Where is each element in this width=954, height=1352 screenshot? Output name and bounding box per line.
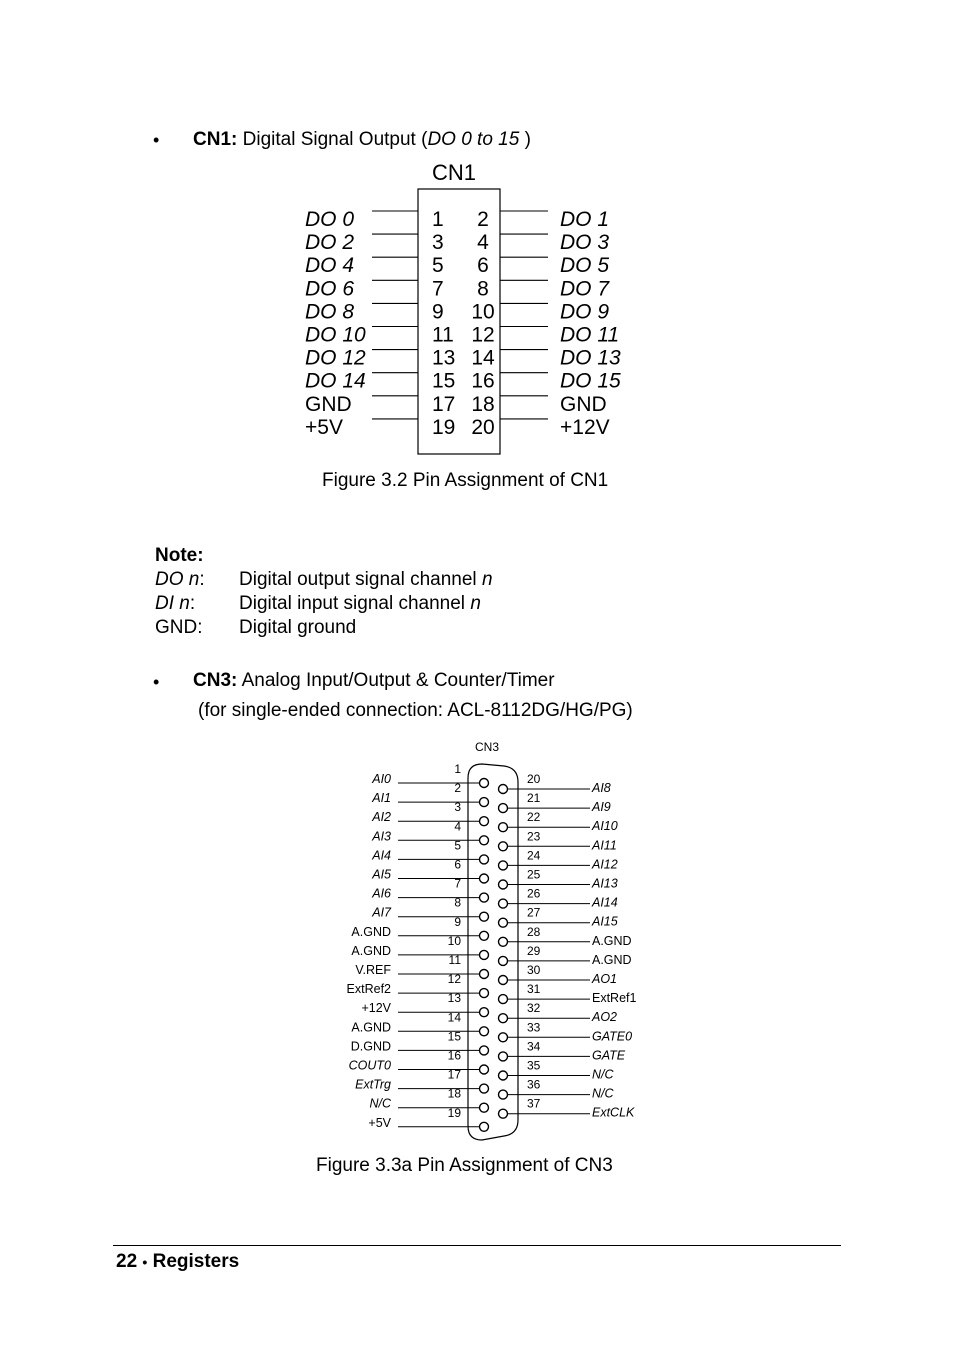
cn3-left-pin [480, 1008, 489, 1017]
cn3-left-pin-number: 7 [454, 876, 461, 891]
cn3-left-label: V.REF [355, 963, 391, 977]
cn1-odd-pin-number: 1 [432, 208, 444, 231]
cn1-left-label: DO 4 [305, 254, 355, 278]
cn3-heading-label: CN3: [193, 670, 238, 691]
cn1-heading-label: CN1: [193, 129, 238, 150]
cn1-right-label: GND [560, 392, 607, 416]
cn3-right-pin-number: 28 [527, 924, 541, 939]
cn3-right-pin [499, 1014, 508, 1023]
cn3-left-label: AI4 [372, 848, 391, 863]
cn3-left-label: AI0 [372, 772, 391, 786]
cn3-right-label: AI10 [592, 819, 618, 834]
cn1-left-label: DO 10 [305, 323, 366, 347]
cn3-right-label: AI9 [592, 800, 611, 815]
cn3-right-pin [499, 956, 508, 965]
cn3-right-pin-number: 37 [527, 1096, 541, 1111]
cn3-right-pin [499, 899, 508, 908]
cn3-left-pin-number: 14 [447, 1010, 461, 1025]
cn1-right-label: DO 1 [560, 208, 610, 231]
cn3-left-label: N/C [369, 1096, 391, 1111]
note-description: Digital ground [239, 617, 357, 638]
cn3-right-pin [499, 1033, 508, 1042]
cn3-left-pin [480, 1103, 489, 1112]
cn3-right-label: AI11 [592, 838, 617, 853]
cn3-diagram [0, 730, 954, 1150]
cn1-right-label: DO 3 [560, 231, 610, 255]
cn3-left-pin-number: 17 [447, 1067, 461, 1082]
cn3-right-label: ExtCLK [592, 1105, 635, 1120]
footer-section: Registers [152, 1251, 240, 1272]
cn1-even-pin-number: 14 [471, 346, 495, 370]
cn3-left-pin [480, 1027, 489, 1036]
cn3-left-label: COUT0 [348, 1058, 391, 1073]
cn3-right-pin [499, 1090, 508, 1099]
cn3-right-pin [499, 976, 508, 985]
cn3-left-pin [480, 950, 489, 959]
note-description: Digital output signal channel n [239, 569, 493, 590]
cn3-right-label: N/C [592, 1067, 614, 1082]
cn1-odd-pin-number: 17 [432, 392, 456, 416]
cn3-left-pin-number: 12 [447, 972, 461, 987]
cn1-left-label: DO 0 [305, 208, 355, 231]
cn3-left-pin-number: 15 [447, 1029, 461, 1044]
cn1-odd-pin-number: 5 [432, 254, 444, 278]
note-term: DO n: [155, 569, 205, 590]
cn3-heading-text: Analog Input/Output & Counter/Timer [237, 670, 555, 691]
cn3-left-pin-number: 10 [447, 933, 461, 948]
cn3-left-label: +12V [361, 1001, 391, 1016]
cn3-right-label: AI12 [592, 857, 618, 872]
note-description: Digital input signal channel n [239, 593, 481, 614]
cn3-left-pin [480, 855, 489, 864]
cn3-subheading: (for single-ended connection: ACL-8112DG/HG/PG) [198, 700, 633, 721]
cn3-right-pin [499, 861, 508, 870]
cn3-left-pin-number: 13 [447, 991, 461, 1006]
cn1-left-label: GND [305, 392, 352, 416]
cn3-right-label: N/C [592, 1086, 614, 1101]
cn3-right-label: AO2 [592, 1010, 618, 1025]
cn3-left-label: A.GND [351, 924, 391, 939]
cn3-bullet: • [153, 672, 160, 692]
cn3-left-pin-number: 8 [454, 895, 461, 910]
note-term: DI n: [155, 593, 196, 614]
cn3-left-pin-number: 6 [454, 857, 461, 872]
cn1-left-label: DO 2 [305, 231, 355, 255]
cn1-odd-pin-number: 19 [432, 415, 456, 439]
cn1-even-pin-number: 8 [477, 277, 489, 301]
cn3-right-pin [499, 1052, 508, 1061]
cn3-left-pin-number: 16 [447, 1048, 461, 1063]
cn1-left-label: DO 14 [305, 369, 366, 393]
cn3-left-pin [480, 779, 489, 788]
cn3-right-pin-number: 22 [527, 810, 541, 825]
cn3-right-pin-number: 21 [527, 791, 541, 806]
cn3-right-label: A.GND [592, 952, 632, 967]
cn3-left-pin [480, 1046, 489, 1055]
cn1-odd-pin-number: 15 [432, 369, 456, 393]
cn3-left-pin [480, 874, 489, 883]
cn3-right-pin [499, 880, 508, 889]
cn3-right-pin-number: 20 [527, 772, 541, 786]
cn3-title: CN3 [475, 740, 500, 754]
cn1-even-pin-number: 6 [477, 254, 489, 278]
cn1-right-label: DO 15 [560, 369, 621, 393]
cn1-odd-pin-number: 7 [432, 277, 444, 301]
cn3-right-pin-number: 34 [527, 1039, 541, 1054]
cn1-odd-pin-number: 9 [432, 300, 444, 324]
cn3-left-pin [480, 893, 489, 902]
cn3-left-pin [480, 931, 489, 940]
cn1-right-label: DO 7 [560, 277, 610, 301]
cn1-even-pin-number: 12 [471, 323, 495, 347]
cn3-left-pin-number: 1 [454, 762, 461, 776]
cn3-heading [193, 670, 555, 692]
cn3-right-pin [499, 823, 508, 832]
cn3-pin-rows [347, 762, 637, 1131]
cn1-heading-range: DO 0 to 15 [427, 129, 520, 150]
cn3-left-pin [480, 970, 489, 979]
cn3-left-pin [480, 798, 489, 807]
cn3-right-pin [499, 918, 508, 927]
cn1-even-pin-number: 20 [471, 415, 495, 439]
cn3-right-label: ExtRef1 [592, 991, 637, 1006]
cn3-right-label: GATE0 [592, 1029, 633, 1044]
cn3-left-label: AI6 [372, 886, 391, 901]
cn3-right-label: AI13 [592, 876, 618, 891]
cn3-left-pin [480, 912, 489, 921]
footer-bullet: • [142, 1254, 148, 1270]
cn3-left-pin-number: 4 [454, 819, 461, 834]
cn3-left-pin [480, 1122, 489, 1131]
cn3-right-label: A.GND [592, 933, 632, 948]
cn3-left-pin-number: 3 [454, 800, 461, 815]
cn3-left-label: AI5 [372, 867, 391, 882]
cn1-even-pin-number: 4 [477, 231, 489, 255]
cn1-left-label: DO 12 [305, 346, 366, 370]
cn1-even-pin-number: 10 [471, 300, 495, 324]
cn1-odd-pin-number: 11 [432, 323, 454, 347]
cn3-left-pin-number: 2 [454, 781, 461, 796]
cn1-even-pin-number: 18 [471, 392, 495, 416]
cn3-left-pin-number: 9 [454, 914, 461, 929]
cn3-right-pin-number: 30 [527, 963, 541, 977]
cn1-even-pin-number: 16 [471, 369, 495, 393]
cn1-right-label: DO 11 [560, 323, 620, 347]
cn3-left-label: D.GND [350, 1039, 391, 1054]
cn3-left-pin [480, 1084, 489, 1093]
cn3-right-pin [499, 995, 508, 1004]
cn3-left-pin [480, 817, 489, 826]
cn3-left-label: AI1 [372, 791, 391, 806]
cn3-right-pin-number: 29 [527, 943, 541, 958]
figure-3-3a-caption: Figure 3.3a Pin Assignment of CN3 [316, 1155, 613, 1176]
cn3-left-pin-number: 18 [447, 1086, 461, 1101]
cn3-left-pin [480, 836, 489, 845]
cn3-right-pin-number: 27 [527, 905, 541, 920]
cn3-right-pin-number: 33 [527, 1020, 541, 1035]
cn3-left-label: ExtTrg [355, 1077, 391, 1092]
cn1-right-label: +12V [560, 415, 610, 439]
cn3-right-label: AI15 [592, 914, 618, 929]
cn3-left-label: AI2 [372, 810, 391, 825]
cn3-right-pin-number: 24 [527, 848, 541, 863]
cn3-left-label: +5V [368, 1115, 391, 1130]
cn3-right-pin-number: 36 [527, 1077, 541, 1092]
cn3-right-label: AI8 [592, 781, 611, 795]
cn1-pin-rows [305, 208, 621, 439]
note-title: Note: [155, 545, 204, 566]
cn1-left-label: DO 6 [305, 277, 355, 301]
cn3-left-pin-number: 19 [447, 1105, 461, 1120]
cn3-right-pin [499, 842, 508, 851]
cn3-left-pin-number: 5 [454, 838, 461, 853]
cn1-right-label: DO 13 [560, 346, 621, 370]
cn3-right-pin-number: 25 [527, 867, 541, 882]
cn3-left-pin-number: 11 [448, 953, 461, 967]
note-term: GND: [155, 617, 203, 638]
cn3-right-pin-number: 35 [527, 1058, 541, 1073]
cn1-even-pin-number: 2 [477, 208, 489, 231]
cn3-right-pin [499, 1071, 508, 1080]
cn1-odd-pin-number: 13 [432, 346, 456, 370]
cn3-left-label: A.GND [351, 1020, 391, 1035]
cn3-right-label: AO1 [592, 972, 618, 986]
cn3-right-pin-number: 31 [527, 982, 541, 997]
cn3-right-pin-number: 26 [527, 886, 541, 901]
cn1-right-label: DO 5 [560, 254, 610, 278]
cn1-heading-text: Digital Signal Output ( [237, 129, 428, 150]
cn3-right-pin [499, 804, 508, 813]
cn1-right-label: DO 9 [560, 300, 610, 324]
cn3-right-pin [499, 785, 508, 794]
cn1-bullet: • [153, 130, 160, 150]
cn3-right-pin-number: 32 [527, 1001, 541, 1016]
cn1-diagram [0, 0, 954, 480]
cn3-right-label: GATE [592, 1048, 626, 1063]
cn1-left-label: DO 8 [305, 300, 355, 324]
cn3-left-pin [480, 989, 489, 998]
cn3-left-label: A.GND [351, 943, 391, 958]
footer-rule [113, 1245, 841, 1246]
cn1-heading-close: ) [519, 129, 531, 150]
cn1-title: CN1 [432, 160, 477, 185]
cn3-right-pin [499, 937, 508, 946]
cn3-right-label: AI14 [592, 895, 618, 910]
cn3-left-pin [480, 1065, 489, 1074]
cn3-right-pin [499, 1109, 508, 1118]
page-footer [116, 1251, 239, 1273]
cn3-left-label: ExtRef2 [346, 982, 391, 997]
cn3-right-pin-number: 23 [527, 829, 541, 844]
page-number: 22 [116, 1251, 138, 1272]
figure-3-2-caption: Figure 3.2 Pin Assignment of CN1 [322, 470, 609, 491]
cn1-odd-pin-number: 3 [432, 231, 444, 255]
cn1-left-label: +5V [305, 415, 343, 439]
cn3-connector-shell [468, 764, 518, 1140]
cn3-left-label: AI7 [372, 905, 391, 920]
cn3-left-label: AI3 [372, 829, 391, 844]
